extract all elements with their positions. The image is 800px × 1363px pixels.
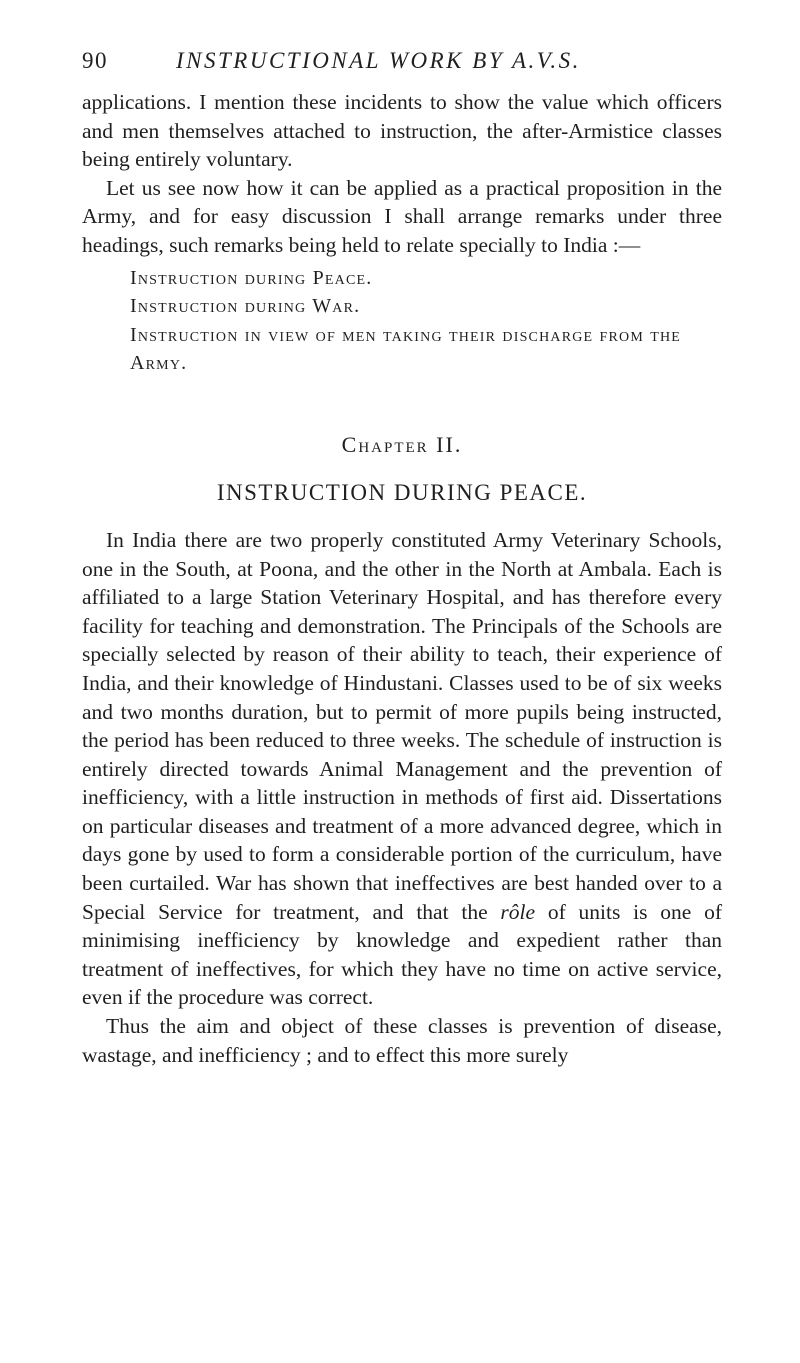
page-number: 90 xyxy=(82,48,108,73)
italic-role-word: rôle xyxy=(500,899,536,924)
body-paragraph-2: Thus the aim and object of these classes is prevention of disease, wastage, and inefficiency ; and to effect this more surely xyxy=(82,1014,722,1067)
intro-paragraph-2: Let us see now how it can be applied as a practical proposition in the Army, and for easy discussion I shall arrange remarks under three headings, such remarks being held to relate specially to India :— xyxy=(82,175,722,257)
headings-list xyxy=(82,264,722,378)
chapter-title: INSTRUCTION DURING PEACE. xyxy=(216,479,588,505)
intro-paragraph-1: applications. I mention these incidents to show the value which officers and men themselves attached to instruction, the after-Armistice classes being entirely voluntary. xyxy=(82,90,722,172)
page-header xyxy=(82,48,722,88)
heading-item-discharge: Instruction in view of men taking their discharge from the Army. xyxy=(130,323,682,375)
book-page xyxy=(82,48,722,1069)
body-paragraph-1-end: of units is one of minimising inefficiency by knowledge and expedient rather than treatment of ineffectives, for which they have no time on active service, even if the procedure was correct. xyxy=(82,899,723,1010)
body-paragraph-1-text: In India there are two properly constituted Army Veterinary Schools, one in the South, at Poona, and the other in the North at Ambala. Each is affiliated to a large Station Veterinary Hospital, and has therefore every facility for teaching and demonstration. The Principals of the Schools are specially selected by reason of their ability to teach, their experience of India, and their knowledge of Hindustani. Classes used to be of six weeks and two months duration, but to permit of more pupils being instructed, the period has been reduced to three weeks. The schedule of instruction is entirely directed towards Animal Management and the prevention of inefficiency, with a little instruction in methods of first aid. Dissertations on particular diseases and treatment of a more advanced degree, which in days gone by used to form a considerable portion of the curriculum, have been curtailed. War has shown that ineffectives are best handed over to a Special Service for treatment, and that the xyxy=(82,527,722,924)
heading-item-war: Instruction during War. xyxy=(130,295,361,318)
running-title: INSTRUCTIONAL WORK BY A.V.S. xyxy=(176,48,581,73)
body-paragraph-1 xyxy=(82,526,722,1012)
heading-item-peace: Instruction during Peace. xyxy=(130,266,373,289)
chapter-label: Chapter II. xyxy=(341,431,463,457)
